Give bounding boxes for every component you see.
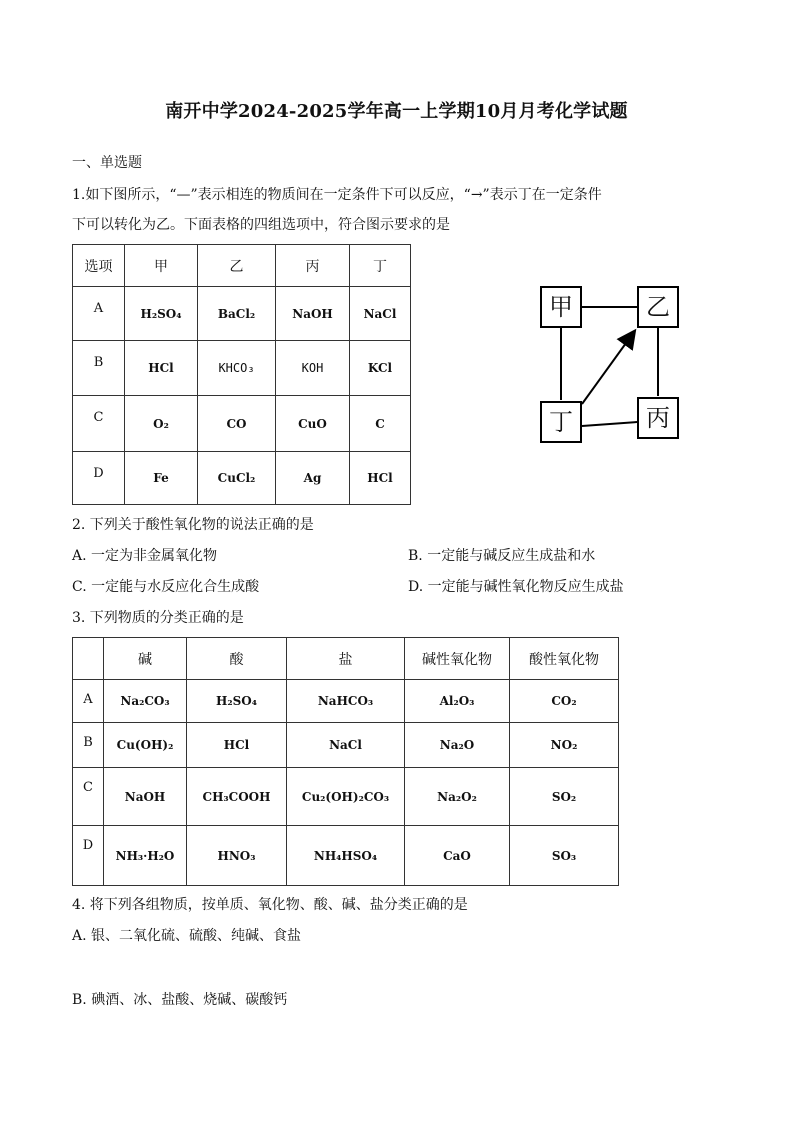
option-label: A: [73, 287, 125, 341]
table-cell: C: [350, 396, 411, 452]
node-ding: 丁: [540, 401, 582, 443]
table-cell: HNO₃: [187, 826, 287, 886]
table-cell: CO: [198, 396, 276, 452]
table-cell: BaCl₂: [198, 287, 276, 341]
table-row: [73, 396, 411, 452]
table-header-row: [73, 638, 619, 680]
table-cell: NH₃·H₂O: [104, 826, 187, 886]
table-header-cell: 选项: [73, 245, 125, 287]
table-cell: SO₃: [510, 826, 619, 886]
table-cell: CO₂: [510, 680, 619, 723]
table-row: [73, 680, 619, 723]
q4-option-b: B. 碘酒、冰、盐酸、烧碱、碳酸钙: [72, 992, 288, 1008]
table-header-cell: 丙: [276, 245, 350, 287]
option-label: D: [73, 826, 104, 886]
table-cell: Na₂O₂: [405, 768, 510, 826]
option-label: C: [73, 396, 125, 452]
table-cell: CH₃COOH: [187, 768, 287, 826]
q3-classification-table: [72, 637, 619, 886]
ding-bing-connector: [582, 422, 637, 426]
q2-stem: 2. 下列关于酸性氧化物的说法正确的是: [72, 517, 314, 533]
table-header-cell: 酸性氧化物: [510, 638, 619, 680]
table-cell: O₂: [125, 396, 198, 452]
table-row: [73, 452, 411, 505]
q2-option-a: A. 一定为非金属氧化物: [72, 548, 218, 564]
table-cell: KOH: [276, 341, 350, 396]
table-header-cell: 盐: [287, 638, 405, 680]
table-cell: KHCO₃: [198, 341, 276, 396]
q1-stem-line1: 1.如下图所示，“—”表示相连的物质间在一定条件下可以反应，“→”表示丁在一定条件: [72, 187, 602, 203]
option-label: D: [73, 452, 125, 505]
table-cell: CuCl₂: [198, 452, 276, 505]
q3-stem: 3. 下列物质的分类正确的是: [72, 610, 244, 626]
table-row: [73, 341, 411, 396]
table-row: [73, 723, 619, 768]
table-cell: H₂SO₄: [125, 287, 198, 341]
q2-option-c: C. 一定能与水反应化合生成酸: [72, 579, 260, 595]
table-cell: HCl: [187, 723, 287, 768]
table-cell: NaCl: [287, 723, 405, 768]
table-cell: CaO: [405, 826, 510, 886]
table-cell: Fe: [125, 452, 198, 505]
table-cell: Ag: [276, 452, 350, 505]
table-cell: Na₂O: [405, 723, 510, 768]
table-cell: NaOH: [104, 768, 187, 826]
q1-relation-diagram: [530, 280, 720, 455]
q1-options-table: [72, 244, 411, 505]
table-header-cell: 碱: [104, 638, 187, 680]
table-header-cell: 碱性氧化物: [405, 638, 510, 680]
table-cell: CuO: [276, 396, 350, 452]
q1-stem-line2: 下可以转化为乙。下面表格的四组选项中，符合图示要求的是: [72, 217, 450, 233]
q4-stem: 4. 将下列各组物质，按单质、氧化物、酸、碱、盐分类正确的是: [72, 897, 468, 913]
table-cell: HCl: [350, 452, 411, 505]
table-cell: Cu(OH)₂: [104, 723, 187, 768]
table-row: [73, 826, 619, 886]
table-cell: HCl: [125, 341, 198, 396]
table-header-cell: 丁: [350, 245, 411, 287]
table-cell: NaCl: [350, 287, 411, 341]
option-label: A: [73, 680, 104, 723]
table-header-cell: 甲: [125, 245, 198, 287]
option-label: B: [73, 723, 104, 768]
table-cell: H₂SO₄: [187, 680, 287, 723]
ding-to-yi-arrow: [582, 332, 634, 404]
table-cell: NO₂: [510, 723, 619, 768]
table-cell: SO₂: [510, 768, 619, 826]
table-header-cell: [73, 638, 104, 680]
option-label: B: [73, 341, 125, 396]
table-header-cell: 酸: [187, 638, 287, 680]
table-cell: NH₄HSO₄: [287, 826, 405, 886]
table-cell: KCl: [350, 341, 411, 396]
table-header-cell: 乙: [198, 245, 276, 287]
table-header-row: [73, 245, 411, 287]
table-cell: Al₂O₃: [405, 680, 510, 723]
node-bing: 丙: [637, 397, 679, 439]
q2-option-d: D. 一定能与碱性氧化物反应生成盐: [408, 579, 624, 595]
table-cell: NaHCO₃: [287, 680, 405, 723]
node-jia: 甲: [540, 286, 582, 328]
table-cell: Cu₂(OH)₂CO₃: [287, 768, 405, 826]
q2-option-b: B. 一定能与碱反应生成盐和水: [408, 548, 596, 564]
q4-option-a: A. 银、二氧化硫、硫酸、纯碱、食盐: [72, 928, 302, 944]
table-cell: NaOH: [276, 287, 350, 341]
table-cell: Na₂CO₃: [104, 680, 187, 723]
option-label: C: [73, 768, 104, 826]
node-yi: 乙: [637, 286, 679, 328]
table-row: [73, 768, 619, 826]
section-heading: 一、单选题: [72, 155, 142, 171]
table-row: [73, 287, 411, 341]
page-title: 南开中学2024-2025学年高一上学期10月月考化学试题: [165, 101, 628, 122]
